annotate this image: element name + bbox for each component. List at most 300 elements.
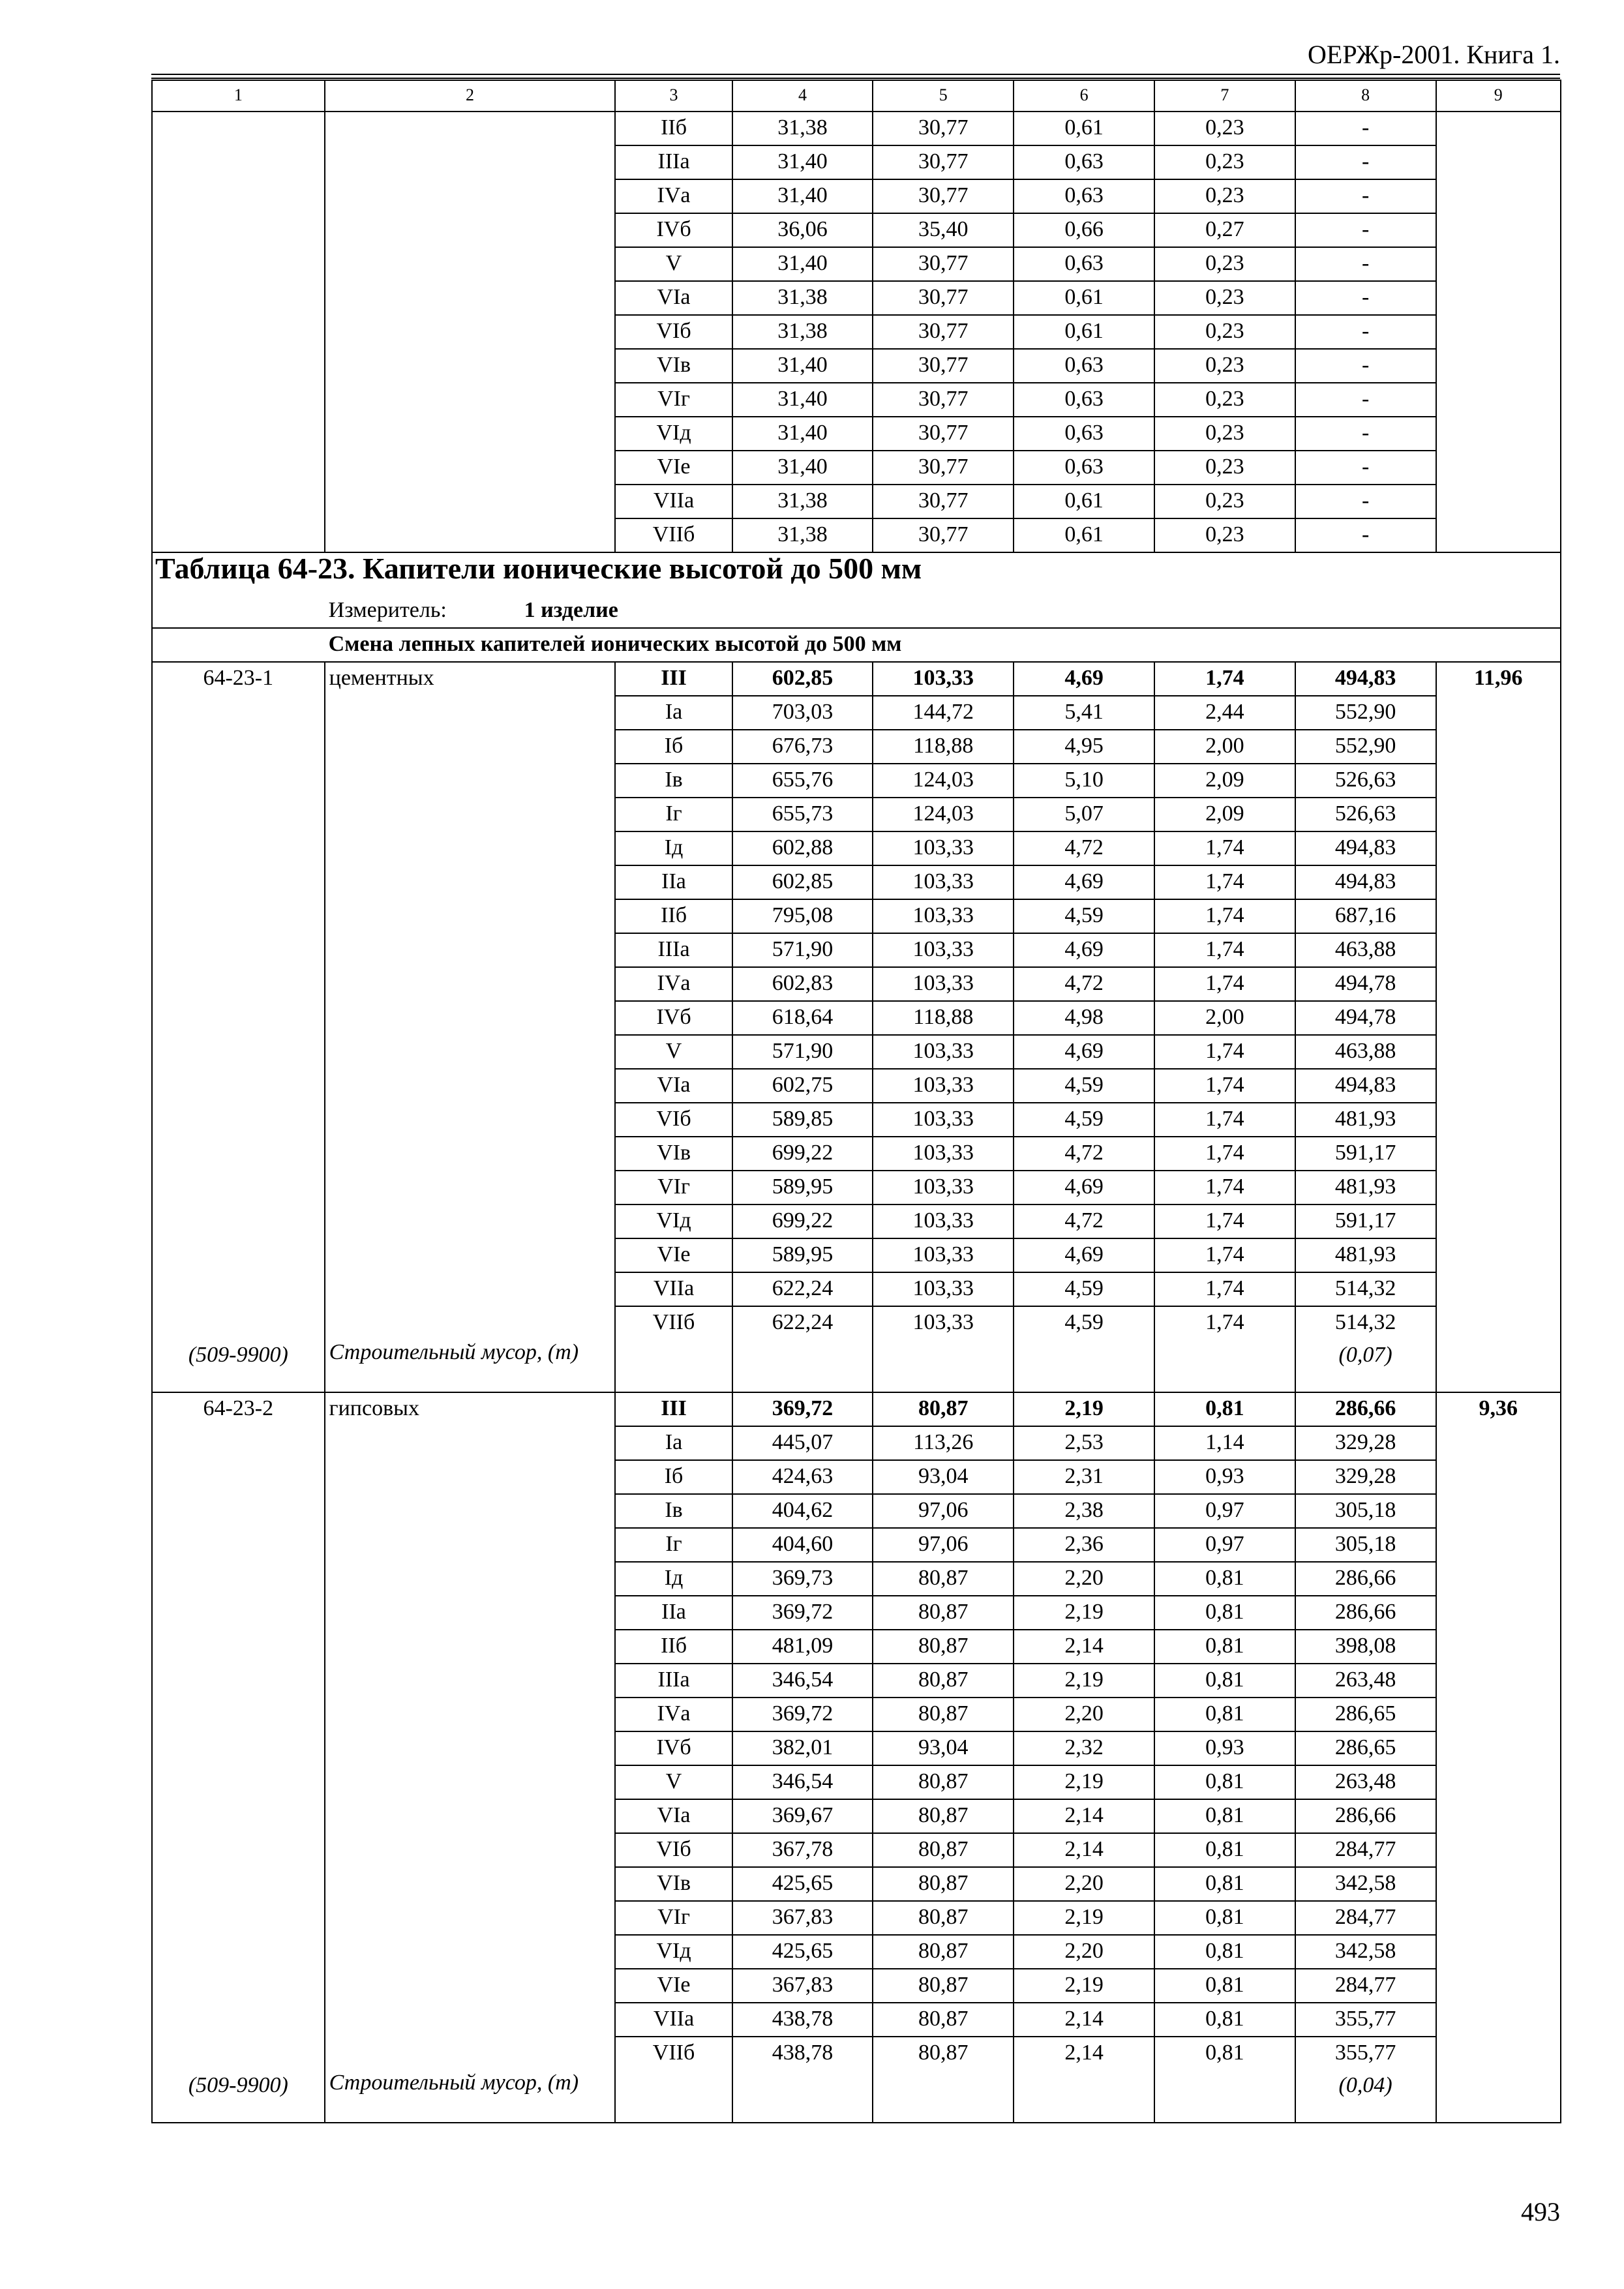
- region-cell: VIIб: [615, 518, 732, 552]
- value-cell: 425,65: [732, 1867, 873, 1901]
- value-cell: 0,63: [1014, 179, 1154, 213]
- value-cell: 0,63: [1014, 349, 1154, 383]
- value-cell: 4,69: [1014, 865, 1154, 899]
- name-cell-empty: [325, 1137, 616, 1171]
- value-cell: 263,48: [1295, 1765, 1436, 1799]
- value-cell: 103,33: [873, 1238, 1014, 1272]
- value-cell: 514,32: [1295, 1306, 1436, 1339]
- value-cell: 80,87: [873, 1562, 1014, 1596]
- region-cell: IVа: [615, 179, 732, 213]
- section-title: Смена лепных капителей ионических высотой до 500 мм: [325, 628, 1561, 662]
- col9-cell-empty: [1436, 2070, 1561, 2123]
- value-cell: 494,83: [1295, 662, 1436, 696]
- region-cell: VIв: [615, 349, 732, 383]
- value-cell: 5,07: [1014, 798, 1154, 831]
- name-cell: [325, 349, 616, 383]
- name-cell-empty: [325, 1494, 616, 1528]
- table-row: [152, 1731, 1561, 1765]
- measure-cell: [325, 595, 1561, 628]
- value-cell: 4,59: [1014, 1103, 1154, 1137]
- value-cell: 31,38: [732, 315, 873, 349]
- code-cell-empty: [152, 2003, 325, 2037]
- value-cell: 30,77: [873, 485, 1014, 518]
- value-cell: 369,73: [732, 1562, 873, 1596]
- value-cell: 0,61: [1014, 485, 1154, 518]
- value-cell: 0,81: [1154, 1799, 1295, 1833]
- trash-name: Строительный мусор, (т): [325, 2070, 616, 2123]
- col9-cell-empty: [1436, 1069, 1561, 1103]
- col9-cell-empty: [1436, 1238, 1561, 1272]
- value-cell: 4,69: [1014, 933, 1154, 967]
- value-cell: -: [1295, 179, 1436, 213]
- col9-cell-empty: [1436, 1426, 1561, 1460]
- value-cell: 0,23: [1154, 383, 1295, 417]
- table-row: [152, 1238, 1561, 1272]
- value-cell: 2,19: [1014, 1596, 1154, 1630]
- code-cell-empty: [152, 1867, 325, 1901]
- region-cell: Iв: [615, 1494, 732, 1528]
- table-row: [152, 1035, 1561, 1069]
- value-cell: 591,17: [1295, 1204, 1436, 1238]
- code-cell-empty: [152, 764, 325, 798]
- code-cell-empty: [152, 1698, 325, 1731]
- value-cell: 0,66: [1014, 213, 1154, 247]
- column-number: 4: [732, 80, 873, 112]
- col9-cell-empty: [1436, 1001, 1561, 1035]
- value-cell: 113,26: [873, 1426, 1014, 1460]
- region-cell: IVб: [615, 1731, 732, 1765]
- table-row: [152, 1103, 1561, 1137]
- value-cell: 445,07: [732, 1426, 873, 1460]
- value-cell: 30,77: [873, 112, 1014, 145]
- code-cell-empty: [152, 1035, 325, 1069]
- value-cell: 31,40: [732, 179, 873, 213]
- empty-cell: [873, 1339, 1014, 1392]
- value-cell: 0,23: [1154, 451, 1295, 485]
- name-cell-empty: [325, 1731, 616, 1765]
- region-cell: V: [615, 1035, 732, 1069]
- code-cell: [152, 179, 325, 213]
- column-number: 8: [1295, 80, 1436, 112]
- value-cell: 2,20: [1014, 1698, 1154, 1731]
- col9-cell-empty: [1436, 1833, 1561, 1867]
- name-cell: гипсовых: [325, 1392, 616, 1426]
- value-cell: 1,74: [1154, 1204, 1295, 1238]
- code-cell-empty: [152, 1171, 325, 1204]
- value-cell: 97,06: [873, 1528, 1014, 1562]
- section-spacer: [152, 628, 325, 662]
- region-cell: Iг: [615, 1528, 732, 1562]
- value-cell: 30,77: [873, 451, 1014, 485]
- value-cell: 103,33: [873, 865, 1014, 899]
- value-cell: 602,75: [732, 1069, 873, 1103]
- value-cell: 80,87: [873, 1799, 1014, 1833]
- col9-cell: [1436, 349, 1561, 383]
- value-cell: 263,48: [1295, 1664, 1436, 1698]
- table-row: [152, 1528, 1561, 1562]
- value-cell: 526,63: [1295, 798, 1436, 831]
- name-cell-empty: [325, 1069, 616, 1103]
- code-cell: [152, 281, 325, 315]
- col9-cell-empty: [1436, 1204, 1561, 1238]
- code-cell-empty: [152, 1494, 325, 1528]
- col9-cell-empty: [1436, 1103, 1561, 1137]
- column-number: 3: [615, 80, 732, 112]
- name-cell: цементных: [325, 662, 616, 696]
- col9-cell-empty: [1436, 1799, 1561, 1833]
- value-cell: 103,33: [873, 899, 1014, 933]
- name-cell-empty: [325, 1426, 616, 1460]
- value-cell: 2,44: [1154, 696, 1295, 730]
- value-cell: 589,85: [732, 1103, 873, 1137]
- name-cell: [325, 281, 616, 315]
- value-cell: 494,78: [1295, 967, 1436, 1001]
- value-cell: 602,85: [732, 662, 873, 696]
- region-cell: Iд: [615, 831, 732, 865]
- code-cell-empty: [152, 1001, 325, 1035]
- empty-cell: [1154, 2070, 1295, 2123]
- value-cell: 284,77: [1295, 1969, 1436, 2003]
- table-row: [152, 1272, 1561, 1306]
- trash-code: (509-9900): [152, 2070, 325, 2123]
- value-cell: 124,03: [873, 798, 1014, 831]
- value-cell: 2,19: [1014, 1969, 1154, 2003]
- value-cell: 80,87: [873, 1901, 1014, 1935]
- value-cell: 80,87: [873, 1969, 1014, 2003]
- code-cell-empty: [152, 1562, 325, 1596]
- col9-cell-empty: [1436, 967, 1561, 1001]
- code-cell-empty: [152, 798, 325, 831]
- value-cell: 494,83: [1295, 865, 1436, 899]
- code-cell-empty: [152, 1306, 325, 1339]
- value-cell: 2,09: [1154, 764, 1295, 798]
- table-row: [152, 730, 1561, 764]
- value-cell: -: [1295, 281, 1436, 315]
- table-row: [152, 1460, 1561, 1494]
- value-cell: 2,19: [1014, 1664, 1154, 1698]
- table-row: [152, 1630, 1561, 1664]
- header-rule: [151, 74, 1560, 79]
- value-cell: 4,59: [1014, 1306, 1154, 1339]
- value-cell: 602,85: [732, 865, 873, 899]
- col9-cell-empty: [1436, 1562, 1561, 1596]
- value-cell: 30,77: [873, 315, 1014, 349]
- value-cell: 80,87: [873, 1935, 1014, 1969]
- value-cell: 31,40: [732, 451, 873, 485]
- col9-cell-empty: [1436, 1171, 1561, 1204]
- value-cell: 622,24: [732, 1272, 873, 1306]
- col9-cell: [1436, 485, 1561, 518]
- region-cell: VIIб: [615, 2037, 732, 2070]
- value-cell: 0,97: [1154, 1494, 1295, 1528]
- code-cell-empty: [152, 1596, 325, 1630]
- value-cell: 481,93: [1295, 1103, 1436, 1137]
- table-title: Таблица 64-23. Капители ионические высотой до 500 мм: [152, 552, 1561, 595]
- table-row: [152, 1392, 1561, 1426]
- value-cell: 31,40: [732, 383, 873, 417]
- name-cell: [325, 145, 616, 179]
- col9-cell: [1436, 281, 1561, 315]
- name-cell-empty: [325, 764, 616, 798]
- col9-cell-empty: [1436, 1528, 1561, 1562]
- table-row: [152, 1664, 1561, 1698]
- region-cell: VIе: [615, 1969, 732, 2003]
- value-cell: -: [1295, 485, 1436, 518]
- region-cell: III: [615, 1392, 732, 1426]
- value-cell: 118,88: [873, 1001, 1014, 1035]
- col9-cell-empty: [1436, 1306, 1561, 1339]
- col9-cell-empty: [1436, 1935, 1561, 1969]
- value-cell: 0,81: [1154, 1698, 1295, 1731]
- value-cell: 369,72: [732, 1596, 873, 1630]
- value-cell: 589,95: [732, 1238, 873, 1272]
- name-cell-empty: [325, 1935, 616, 1969]
- table-row: [152, 1562, 1561, 1596]
- code-cell: [152, 112, 325, 145]
- empty-cell: [1014, 1339, 1154, 1392]
- value-cell: 144,72: [873, 696, 1014, 730]
- col9-cell-empty: [1436, 1272, 1561, 1306]
- code-cell: [152, 145, 325, 179]
- value-cell: 2,20: [1014, 1935, 1154, 1969]
- value-cell: 30,77: [873, 281, 1014, 315]
- code-cell-empty: [152, 1969, 325, 2003]
- name-cell-empty: [325, 899, 616, 933]
- name-cell-empty: [325, 1969, 616, 2003]
- value-cell: 0,81: [1154, 1901, 1295, 1935]
- value-cell: -: [1295, 213, 1436, 247]
- value-cell: 382,01: [732, 1731, 873, 1765]
- value-cell: 346,54: [732, 1765, 873, 1799]
- table-row: [152, 1765, 1561, 1799]
- column-number: 5: [873, 80, 1014, 112]
- col9-cell-empty: [1436, 1630, 1561, 1664]
- value-cell: 284,77: [1295, 1833, 1436, 1867]
- table-row: [152, 1171, 1561, 1204]
- code-cell-empty: [152, 1901, 325, 1935]
- value-cell: 2,31: [1014, 1460, 1154, 1494]
- col9-cell: [1436, 383, 1561, 417]
- table-row: [152, 485, 1561, 518]
- column-number: 9: [1436, 80, 1561, 112]
- value-cell: 676,73: [732, 730, 873, 764]
- value-cell: 346,54: [732, 1664, 873, 1698]
- value-cell: 0,93: [1154, 1460, 1295, 1494]
- value-cell: 1,74: [1154, 865, 1295, 899]
- name-cell-empty: [325, 730, 616, 764]
- col9-cell-empty: [1436, 2037, 1561, 2070]
- region-cell: IIIа: [615, 933, 732, 967]
- value-cell: 602,88: [732, 831, 873, 865]
- value-cell: 552,90: [1295, 696, 1436, 730]
- value-cell: 31,40: [732, 145, 873, 179]
- col9-cell-empty: [1436, 1698, 1561, 1731]
- region-cell: VIг: [615, 1901, 732, 1935]
- value-cell: 0,23: [1154, 179, 1295, 213]
- col9-cell: [1436, 451, 1561, 485]
- region-cell: IVа: [615, 967, 732, 1001]
- table-row: [152, 315, 1561, 349]
- col9-cell: 9,36: [1436, 1392, 1561, 1426]
- name-cell: [325, 518, 616, 552]
- value-cell: 0,81: [1154, 1562, 1295, 1596]
- value-cell: 367,78: [732, 1833, 873, 1867]
- value-cell: 463,88: [1295, 933, 1436, 967]
- region-cell: V: [615, 247, 732, 281]
- value-cell: 2,14: [1014, 2037, 1154, 2070]
- empty-cell: [873, 2070, 1014, 2123]
- value-cell: 2,19: [1014, 1901, 1154, 1935]
- value-cell: 0,81: [1154, 1833, 1295, 1867]
- value-cell: 97,06: [873, 1494, 1014, 1528]
- table-row: [152, 518, 1561, 552]
- region-cell: VIг: [615, 1171, 732, 1204]
- col9-cell-empty: [1436, 2003, 1561, 2037]
- col9-cell-empty: [1436, 798, 1561, 831]
- value-cell: 2,14: [1014, 1630, 1154, 1664]
- value-cell: 2,32: [1014, 1731, 1154, 1765]
- table-row: [152, 213, 1561, 247]
- value-cell: 0,63: [1014, 247, 1154, 281]
- value-cell: 80,87: [873, 1596, 1014, 1630]
- region-cell: IIб: [615, 112, 732, 145]
- name-cell-empty: [325, 2003, 616, 2037]
- value-cell: 342,58: [1295, 1867, 1436, 1901]
- value-cell: 4,69: [1014, 662, 1154, 696]
- value-cell: 4,59: [1014, 899, 1154, 933]
- value-cell: 286,65: [1295, 1698, 1436, 1731]
- name-cell-empty: [325, 1306, 616, 1339]
- value-cell: -: [1295, 383, 1436, 417]
- table-row: [152, 1867, 1561, 1901]
- table-row: [152, 281, 1561, 315]
- value-cell: 2,14: [1014, 1799, 1154, 1833]
- region-cell: V: [615, 1765, 732, 1799]
- name-cell-empty: [325, 1596, 616, 1630]
- table-row: [152, 145, 1561, 179]
- region-cell: VIа: [615, 281, 732, 315]
- name-cell-empty: [325, 1799, 616, 1833]
- value-cell: 687,16: [1295, 899, 1436, 933]
- value-cell: 103,33: [873, 933, 1014, 967]
- region-cell: IIб: [615, 1630, 732, 1664]
- name-cell: [325, 451, 616, 485]
- value-cell: 4,59: [1014, 1069, 1154, 1103]
- value-cell: -: [1295, 518, 1436, 552]
- value-cell: 602,83: [732, 967, 873, 1001]
- col9-cell-empty: [1436, 1494, 1561, 1528]
- value-cell: 2,19: [1014, 1392, 1154, 1426]
- region-cell: VIIа: [615, 2003, 732, 2037]
- table-row: [152, 967, 1561, 1001]
- value-cell: 103,33: [873, 662, 1014, 696]
- region-cell: IIб: [615, 899, 732, 933]
- value-cell: 284,77: [1295, 1901, 1436, 1935]
- table-row: [152, 662, 1561, 696]
- name-cell-empty: [325, 865, 616, 899]
- code-cell-empty: [152, 1137, 325, 1171]
- region-cell: IIIа: [615, 145, 732, 179]
- value-cell: 30,77: [873, 383, 1014, 417]
- value-cell: 31,38: [732, 281, 873, 315]
- value-cell: 1,74: [1154, 967, 1295, 1001]
- code-cell: 64-23-1: [152, 662, 325, 696]
- value-cell: 0,23: [1154, 485, 1295, 518]
- table-row: [152, 764, 1561, 798]
- col9-cell-empty: [1436, 1664, 1561, 1698]
- code-cell-empty: [152, 1731, 325, 1765]
- rates-table: [151, 80, 1561, 2123]
- name-cell: [325, 247, 616, 281]
- region-cell: VIд: [615, 417, 732, 451]
- section-title-row: [152, 628, 1561, 662]
- value-cell: 30,77: [873, 145, 1014, 179]
- value-cell: 93,04: [873, 1460, 1014, 1494]
- value-cell: 463,88: [1295, 1035, 1436, 1069]
- measure-label: Измеритель:: [328, 598, 447, 622]
- value-cell: 398,08: [1295, 1630, 1436, 1664]
- table-row: [152, 1799, 1561, 1833]
- code-cell-empty: [152, 1460, 325, 1494]
- value-cell: 0,61: [1014, 315, 1154, 349]
- value-cell: 0,81: [1154, 2003, 1295, 2037]
- code-cell: [152, 518, 325, 552]
- region-cell: VIб: [615, 1833, 732, 1867]
- name-cell-empty: [325, 933, 616, 967]
- table-row: [152, 1901, 1561, 1935]
- value-cell: 103,33: [873, 1204, 1014, 1238]
- value-cell: 1,74: [1154, 1137, 1295, 1171]
- value-cell: 571,90: [732, 933, 873, 967]
- value-cell: 571,90: [732, 1035, 873, 1069]
- value-cell: 0,81: [1154, 1969, 1295, 2003]
- value-cell: 103,33: [873, 967, 1014, 1001]
- value-cell: 4,69: [1014, 1171, 1154, 1204]
- value-cell: 0,81: [1154, 1630, 1295, 1664]
- trash-row: [152, 2070, 1561, 2123]
- value-cell: 369,67: [732, 1799, 873, 1833]
- value-cell: 438,78: [732, 2037, 873, 2070]
- name-cell-empty: [325, 1528, 616, 1562]
- code-cell: [152, 383, 325, 417]
- value-cell: -: [1295, 315, 1436, 349]
- value-cell: 5,41: [1014, 696, 1154, 730]
- col9-cell-empty: [1436, 1035, 1561, 1069]
- value-cell: 30,77: [873, 417, 1014, 451]
- value-cell: 80,87: [873, 1833, 1014, 1867]
- value-cell: 118,88: [873, 730, 1014, 764]
- region-cell: Iб: [615, 1460, 732, 1494]
- value-cell: 655,73: [732, 798, 873, 831]
- value-cell: 31,40: [732, 349, 873, 383]
- value-cell: -: [1295, 145, 1436, 179]
- name-cell-empty: [325, 1630, 616, 1664]
- value-cell: 1,14: [1154, 1426, 1295, 1460]
- value-cell: 0,23: [1154, 247, 1295, 281]
- value-cell: 103,33: [873, 1171, 1014, 1204]
- name-cell: [325, 383, 616, 417]
- table-row: [152, 2037, 1561, 2070]
- col9-cell: [1436, 179, 1561, 213]
- name-cell-empty: [325, 1171, 616, 1204]
- table-row: [152, 1698, 1561, 1731]
- region-cell: VIв: [615, 1137, 732, 1171]
- value-cell: 481,09: [732, 1630, 873, 1664]
- value-cell: 1,74: [1154, 1238, 1295, 1272]
- table-row: [152, 1833, 1561, 1867]
- table-row: [152, 1969, 1561, 2003]
- col9-cell: [1436, 315, 1561, 349]
